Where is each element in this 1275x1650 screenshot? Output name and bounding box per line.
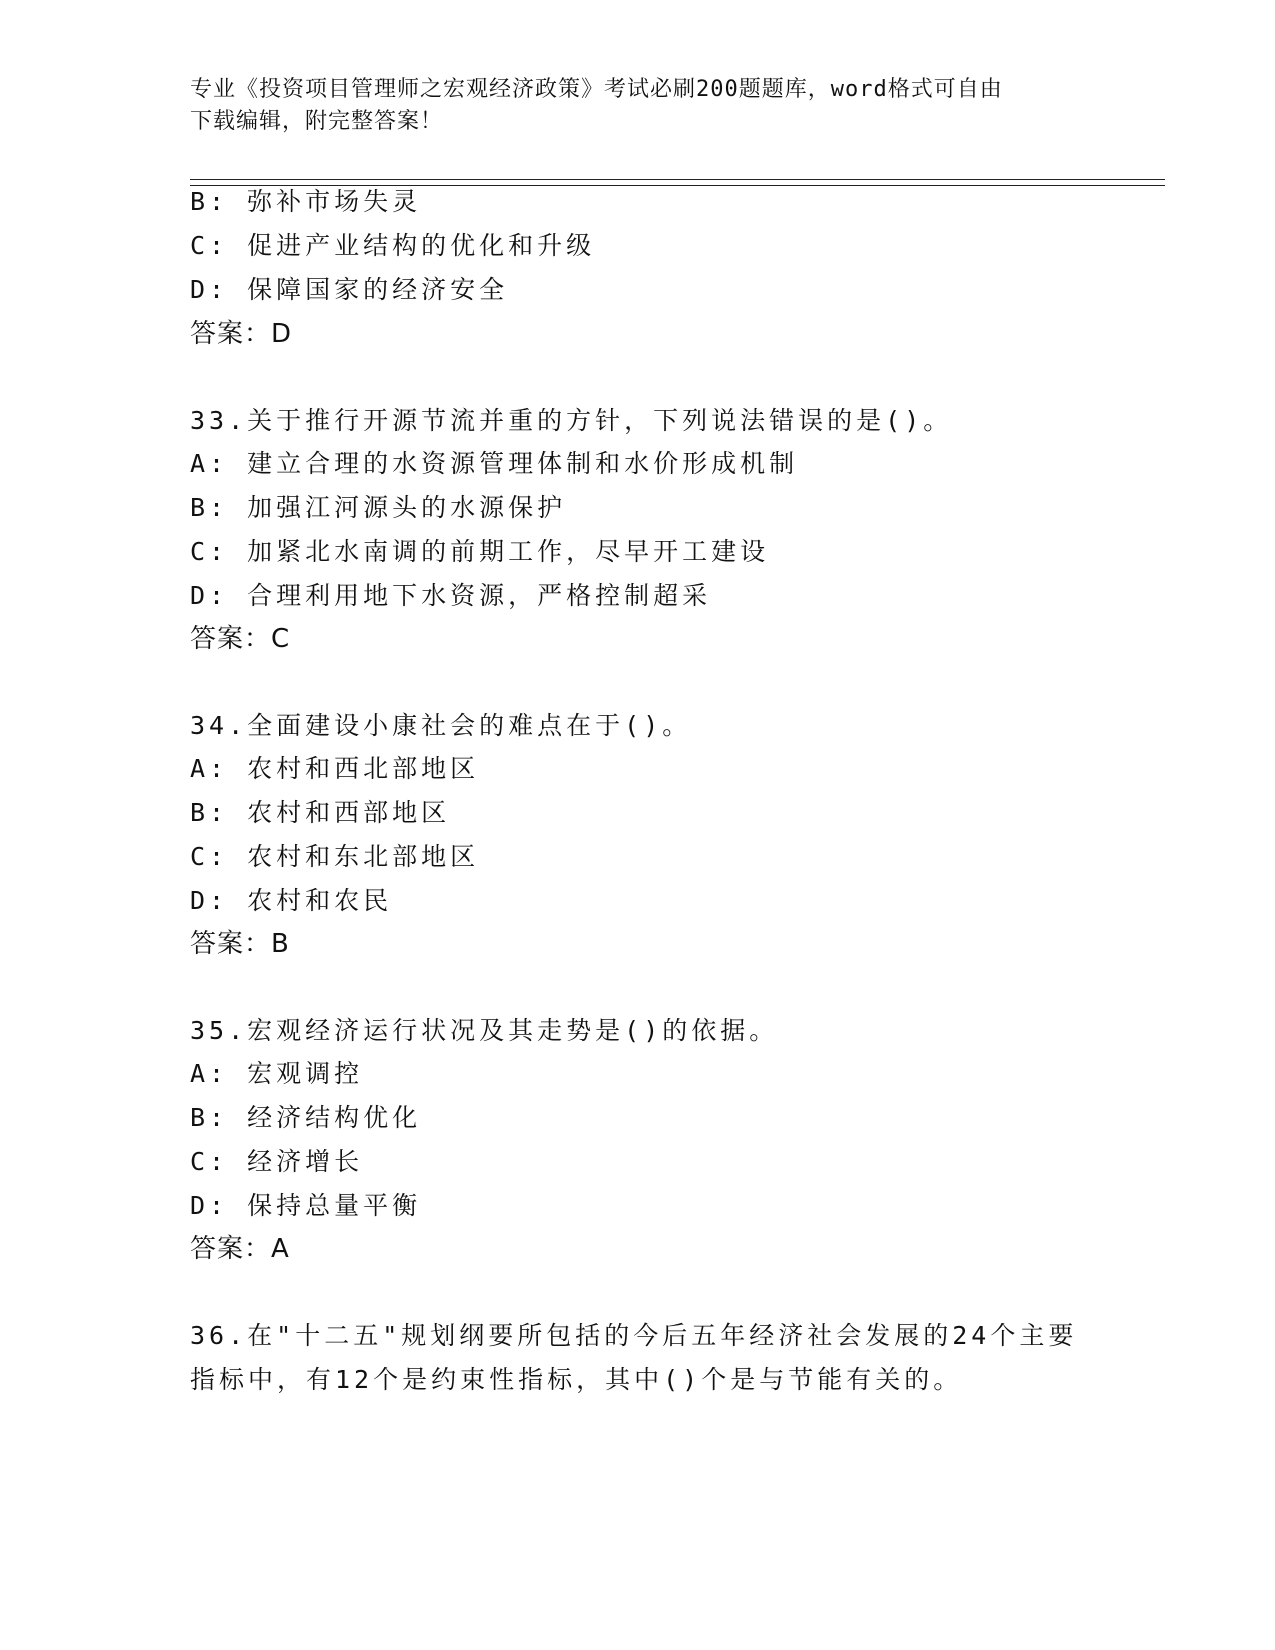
option-b: B: 经济结构优化	[190, 1103, 422, 1132]
answer-line: 答案：C	[190, 624, 291, 654]
option-c: C: 促进产业结构的优化和升级	[190, 231, 596, 260]
option-c: C: 经济增长	[190, 1147, 364, 1176]
option-d: D: 保障国家的经济安全	[190, 275, 509, 304]
option-d: D: 合理利用地下水资源，严格控制超采	[190, 581, 712, 610]
option-b: B: 弥补市场失灵	[190, 187, 422, 216]
header-line-2: 下载编辑，附完整答案！	[190, 109, 444, 134]
option-c: C: 农村和东北部地区	[190, 842, 480, 871]
option-c: C: 加紧北水南调的前期工作，尽早开工建设	[190, 537, 770, 566]
header-line-1: 专业《投资项目管理师之宏观经济政策》考试必刷200题题库，word格式可自由	[190, 77, 1003, 102]
question-stem: 34.全面建设小康社会的难点在于()。	[190, 711, 692, 740]
option-b: B: 加强江河源头的水源保护	[190, 493, 567, 522]
question-stem: 35.宏观经济运行状况及其走势是()的依据。	[190, 1016, 779, 1045]
answer-line: 答案：B	[190, 929, 290, 959]
option-d: D: 农村和农民	[190, 886, 393, 915]
question-stem: 36.在"十二五"规划纲要所包括的今后五年经济社会发展的24个主要	[190, 1321, 1078, 1350]
option-d: D: 保持总量平衡	[190, 1191, 422, 1220]
question-stem-continued: 指标中，有12个是约束性指标，其中()个是与节能有关的。	[190, 1365, 963, 1394]
answer-line: 答案：D	[190, 319, 293, 349]
option-a: A: 建立合理的水资源管理体制和水价形成机制	[190, 449, 799, 478]
header-divider-top	[190, 179, 1165, 180]
option-a: A: 宏观调控	[190, 1059, 364, 1088]
option-a: A: 农村和西北部地区	[190, 754, 480, 783]
answer-line: 答案：A	[190, 1234, 290, 1264]
document-header	[190, 74, 1090, 138]
question-stem: 33.关于推行开源节流并重的方针，下列说法错误的是()。	[190, 406, 953, 435]
option-b: B: 农村和西部地区	[190, 798, 451, 827]
